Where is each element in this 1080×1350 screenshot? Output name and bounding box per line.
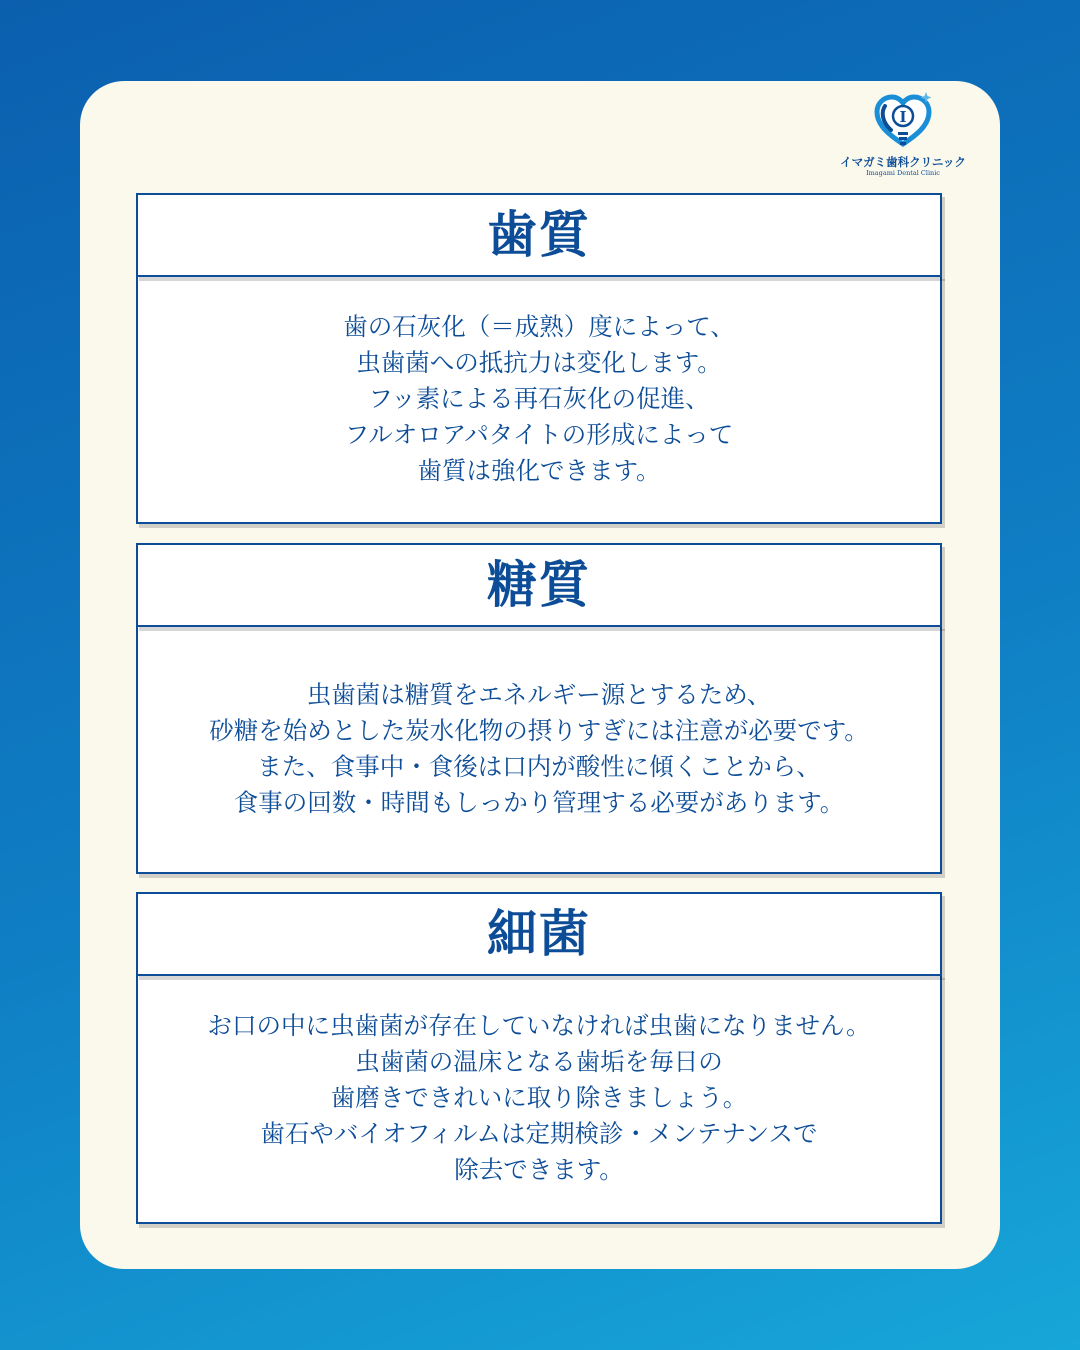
body-line: 虫歯菌は糖質をエネルギー源とするため、 — [306, 679, 772, 709]
body-line: 歯磨きできれいに取り除きましょう。 — [330, 1083, 748, 1112]
section-title: 糖質 — [487, 556, 591, 614]
body-line: 虫歯菌への抵抗力は変化します。 — [356, 347, 722, 377]
body-line: 歯質は強化できます。 — [417, 455, 661, 485]
section-body — [136, 625, 942, 874]
tooth-heart-logo-icon — [871, 92, 935, 154]
section-body — [136, 974, 942, 1224]
body-line: 砂糖を始めとした炭水化物の摂りすぎには注意が必要です。 — [209, 715, 869, 745]
logo-name-jp: イマガミ歯科クリニック — [840, 155, 966, 169]
svg-text:I: I — [899, 108, 907, 126]
body-line: 食事の回数・時間もしっかり管理する必要があります。 — [233, 787, 845, 817]
section-bacteria — [136, 892, 942, 1224]
body-line: お口の中に虫歯菌が存在していなければ虫歯になりません。 — [207, 1011, 871, 1040]
clinic-logo — [828, 92, 978, 190]
section-title: 歯質 — [487, 206, 591, 264]
body-line: フルオロアパタイトの形成によって — [344, 419, 734, 449]
section-title: 細菌 — [487, 905, 591, 963]
section-tooth-quality — [136, 193, 942, 524]
body-line: 除去できます。 — [454, 1155, 624, 1184]
section-sugar — [136, 543, 942, 874]
section-title-box — [136, 892, 942, 976]
section-title-box — [136, 193, 942, 277]
body-line: また、食事中・食後は口内が酸性に傾くことから、 — [257, 751, 821, 781]
section-title-box — [136, 543, 942, 627]
body-line: 虫歯菌の温床となる歯垢を毎日の — [355, 1047, 723, 1076]
body-line: 歯石やバイオフィルムは定期検診・メンテナンスで — [260, 1119, 818, 1148]
body-line: 歯の石灰化（＝成熟）度によって、 — [343, 311, 735, 341]
section-body — [136, 275, 942, 524]
logo-name-en: Imagami Dental Clinic — [866, 169, 940, 177]
body-line: フッ素による再石灰化の促進、 — [368, 383, 710, 413]
